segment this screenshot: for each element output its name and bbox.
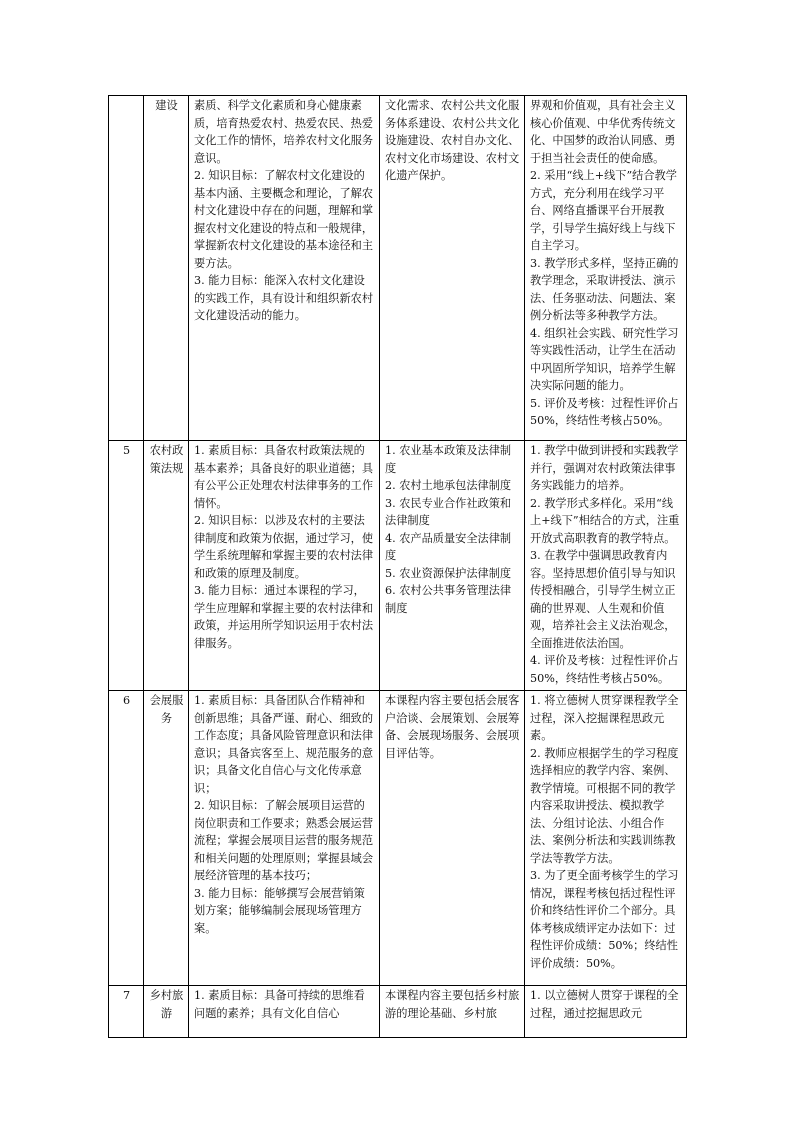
content-item: 本课程内容主要包括会展客户洽谈、会展策划、会展筹备、会展现场服务、会展项目评估等。 bbox=[385, 694, 520, 760]
teaching-requirements bbox=[525, 441, 687, 691]
table-row bbox=[109, 691, 687, 986]
goal-item: 1. 素质目标：具备农村政策法规的基本素养；具备良好的职业道德；具有公平公正处理农村法律事务的工作情怀。 bbox=[194, 444, 374, 510]
course-name: 农村政策法规 bbox=[144, 441, 189, 691]
course-content bbox=[380, 691, 525, 986]
requirement-item: 4. 组织社会实践、研究性学习等实践性活动，让学生在活动中巩固所学知识，培养学生解决实际问题的能力。 bbox=[530, 326, 679, 392]
goal-item: 1. 素质目标：具备团队合作精神和创新思维；具备严谨、耐心、细致的工作态度；具备风险管理意识和法律意识；具备宾客至上、规范服务的意识；具备文化自信心与文化传承意识； bbox=[194, 694, 374, 795]
requirement-item: 1. 以立德树人贯穿于课程的全过程，通过挖掘思政元 bbox=[530, 989, 679, 1020]
course-name: 会展服务 bbox=[144, 691, 189, 986]
content-item: 文化需求、农村公共文化服务体系建设、农村公共文化设施建设、农村自办文化、农村文化市场建设、农村文化遗产保护。 bbox=[385, 99, 520, 182]
content-item: 2. 农村土地承包法律制度 bbox=[385, 479, 512, 492]
goal-item: 素质、科学文化素质和身心健康素质，培育热爱农村、热爱农民、热爱文化工作的情怀，培养农村文化服务意识。 bbox=[194, 99, 374, 165]
course-goals bbox=[189, 441, 380, 691]
requirement-item: 4. 评价及考核：过程性评价占50%，终结性考核占50%。 bbox=[530, 654, 679, 685]
content-item: 1. 农业基本政策及法律制度 bbox=[385, 444, 512, 475]
course-goals bbox=[189, 691, 380, 986]
requirement-item: 3. 教学形式多样，坚持正确的教学理念，采取讲授法、演示法、任务驱动法、问题法、案例分析法等多种教学方法。 bbox=[530, 256, 679, 322]
goal-item: 1. 素质目标：具备可持续的思维看问题的素养；具有文化自信心 bbox=[194, 989, 365, 1020]
requirement-item: 1. 将立德树人贯穿课程教学全过程，深入挖掘课程思政元素。 bbox=[530, 694, 679, 742]
teaching-requirements bbox=[525, 691, 687, 986]
course-name: 建设 bbox=[144, 96, 189, 441]
table-row bbox=[109, 986, 687, 1038]
requirement-item: 2. 教学形式多样化。采用“线上+线下”相结合的方式，注重开放式高职教育的教学特点。 bbox=[530, 496, 680, 545]
requirement-item: 5. 评价及考核：过程性评价占50%，终结性考核占50%。 bbox=[530, 396, 679, 427]
course-goals bbox=[189, 986, 380, 1038]
content-item: 4. 农产品质量安全法律制度 bbox=[385, 531, 512, 562]
table-row bbox=[109, 96, 687, 441]
goal-item: 2. 知识目标：以涉及农村的主要法律制度和政策为依据，通过学习，使学生系统理解和掌握主要的农村法律和政策的原理及制度。 bbox=[194, 514, 374, 580]
goal-item: 2. 知识目标：了解农村文化建设的基本内涵、主要概念和理论，了解农村文化建设中存在的问题，理解和掌握农村文化建设的特点和一般规律，掌握新农村文化建设的基本途径和主要方法。 bbox=[194, 169, 374, 270]
content-item: 本课程内容主要包括乡村旅游的理论基础、乡村旅 bbox=[385, 989, 520, 1020]
row-number: 5 bbox=[109, 441, 144, 691]
table-row bbox=[109, 441, 687, 691]
goal-item: 3. 能力目标：能够撰写会展营销策划方案；能够编制会展现场管理方案。 bbox=[194, 886, 365, 935]
content-item: 5. 农业资源保护法律制度 bbox=[385, 566, 512, 580]
course-goals bbox=[189, 96, 380, 441]
requirement-item: 界观和价值观，具有社会主义核心价值观、中华优秀传统文化、中国梦的政治认同感、勇于担当社会责任的使命感。 bbox=[530, 99, 676, 165]
requirement-item: 2. 采用“线上+线下”结合教学方式，充分利用在线学习平台、网络直播课平台开展教学，引导学生搞好线上与线下自主学习。 bbox=[530, 169, 677, 252]
course-content bbox=[380, 441, 525, 691]
requirement-item: 2. 教师应根据学生的学习程度选择相应的教学内容、案例、教学情境。可根据不同的教学内容采取讲授法、模拟教学法、分组讨论法、小组合作法、案例分析法和实践训练教学法等教学方法。 bbox=[530, 746, 679, 865]
course-table bbox=[108, 95, 687, 1038]
goal-item: 2. 知识目标：了解会展项目运营的岗位职责和工作要求；熟悉会展运营流程；掌握会展项目运营的服务规范和相关问题的处理原则；掌握县域会展经济管理的基本技巧； bbox=[194, 799, 374, 882]
requirement-item: 1. 教学中做到讲授和实践教学并行，强调对农村政策法律事务实践能力的培养。 bbox=[530, 444, 679, 492]
requirement-item: 3. 在教学中强调思政教育内容。坚持思想价值引导与知识传授相融合，引导学生树立正确的世界观、人生观和价值观，培养社会主义法治观念，全面推进依法治国。 bbox=[530, 549, 676, 650]
requirement-item: 3. 为了更全面考核学生的学习情况，课程考核包括过程性评价和终结性评价二个部分。具体考核成绩评定办法如下：过程性评价成绩：50%；终结性评价成绩：50%。 bbox=[530, 869, 679, 970]
goal-item: 3. 能力目标：能深入农村文化建设的实践工作，具有设计和组织新农村文化建设活动的能力。 bbox=[194, 274, 374, 322]
row-number: 7 bbox=[109, 986, 144, 1038]
course-content bbox=[380, 96, 525, 441]
goal-item: 3. 能力目标：通过本课程的学习，学生应理解和掌握主要的农村法律和政策，并运用所学知识运用于农村法律服务。 bbox=[194, 584, 374, 650]
course-name: 乡村旅游 bbox=[144, 986, 189, 1038]
row-number: 6 bbox=[109, 691, 144, 986]
teaching-requirements bbox=[525, 96, 687, 441]
row-number bbox=[109, 96, 144, 441]
course-content bbox=[380, 986, 525, 1038]
teaching-requirements bbox=[525, 986, 687, 1038]
content-item: 6. 农村公共事务管理法律制度 bbox=[385, 584, 512, 615]
content-item: 3. 农民专业合作社政策和法律制度 bbox=[385, 496, 512, 527]
